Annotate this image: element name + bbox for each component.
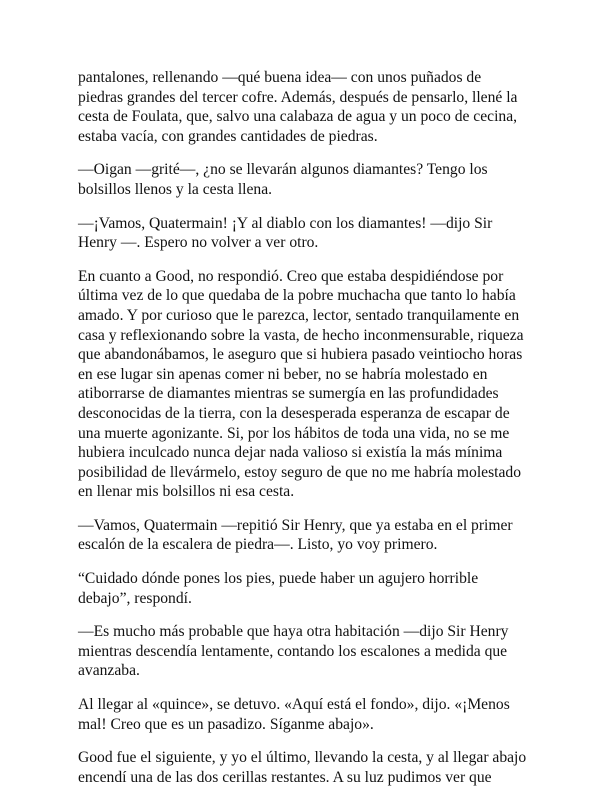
paragraph-9: Good fue el siguiente, y yo el último, llevando la cesta, y al llegar abajo encendí una de las dos cerillas restantes. A su luz pudimos ver que bbox=[78, 749, 527, 786]
paragraph-6: “Cuidado dónde pones los pies, puede haber un agujero horrible debajo”, respondí. bbox=[78, 570, 479, 607]
document-page bbox=[78, 68, 530, 801]
paragraph-5: —Vamos, Quatermain —repitió Sir Henry, que ya estaba en el primer escalón de la escalera de piedra—. Listo, yo voy primero. bbox=[78, 516, 513, 554]
paragraph-2: —Oigan —grité—, ¿no se llevarán algunos diamantes? Tengo los bolsillos llenos y la cesta llena. bbox=[78, 161, 488, 198]
paragraph-7: —Es mucho más probable que haya otra habitación —dijo Sir Henry mientras descendía lentamente, contando los escalones a medida que avanzaba. bbox=[78, 623, 509, 680]
paragraph-4: En cuanto a Good, no respondió. Creo que estaba despidiéndose por última vez de lo que quedaba de la pobre muchacha que tanto lo había amado. Y por curioso que le parezca, lector, sentado tranquilamente en casa y reflexionando sobre la vasta, de hecho inconmensurable, riqueza que abandonábamos, le aseguro que si hubiera pasado veintiocho horas en ese lugar sin apenas comer ni beber, no se habría molestado en atiborrarse de diamantes mientras se sumergía en las profundidades desconocidas de la tierra, con la desesperada esperanza de escapar de una muerte agonizante. Si, por los hábitos de toda una vida, no se me hubiera inculcado nunca dejar nada valioso si existía la más mínima posibilidad de llevármelo, estoy seguro de que no me habría molestado en llenar mis bolsillos ni esa cesta. bbox=[78, 267, 524, 501]
paragraph-8: Al llegar al «quince», se detuvo. «Aquí está el fondo», dijo. «¡Menos mal! Creo que es un pasadizo. Síganme abajo». bbox=[78, 696, 510, 733]
paragraph-1: pantalones, rellenando —qué buena idea— con unos puñados de piedras grandes del tercer cofre. Además, después de pensarlo, llené la cesta de Foulata, que, salvo una calabaza de agua y un poco de cecina, estaba vacía, con grandes cantidades de piedras. bbox=[78, 69, 518, 145]
paragraph-3: —¡Vamos, Quatermain! ¡Y al diablo con los diamantes! —dijo Sir Henry —. Espero no volver a ver otro. bbox=[78, 214, 493, 252]
